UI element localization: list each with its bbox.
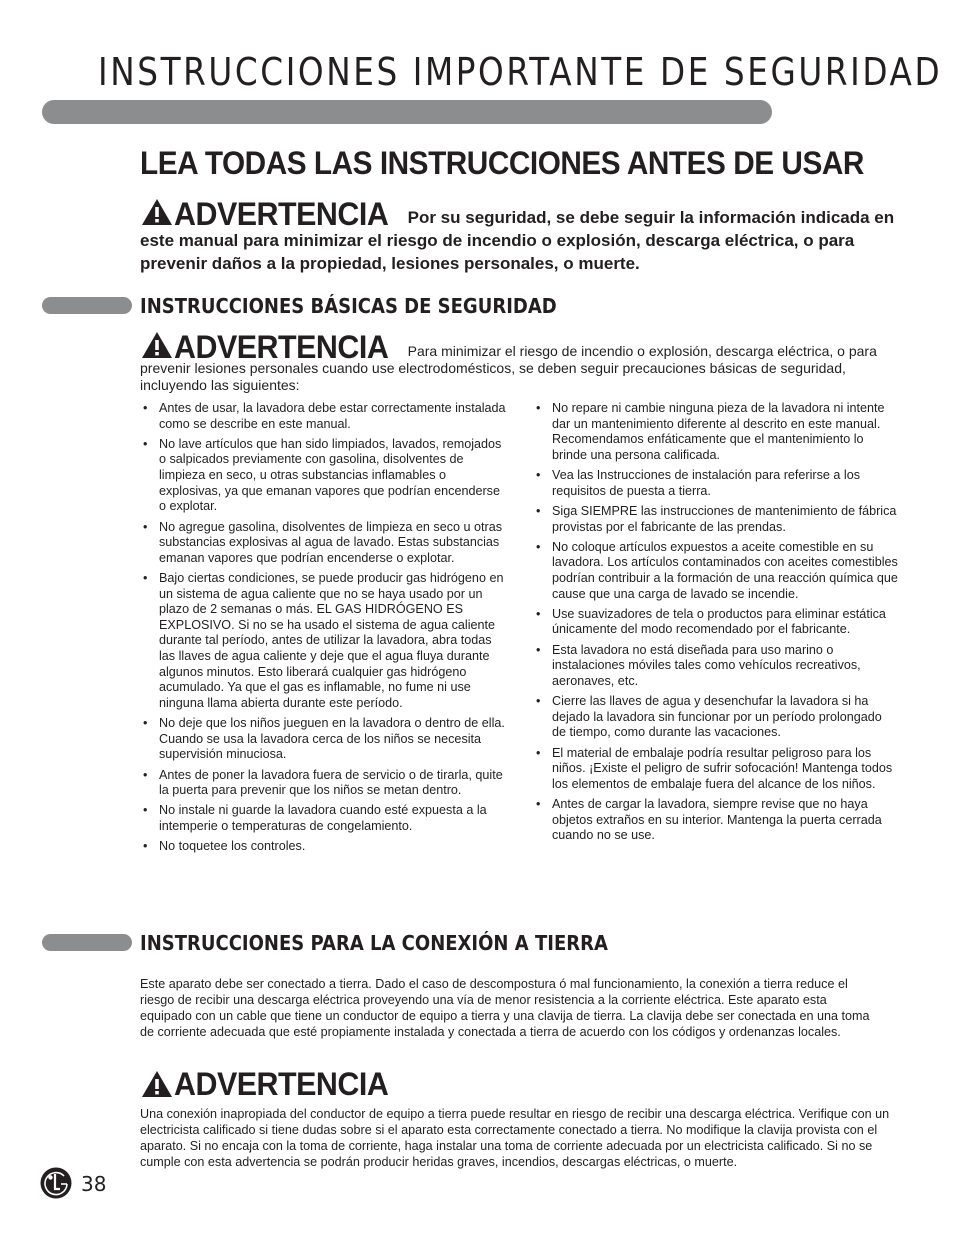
grounding-paragraph: Este aparato debe ser conectado a tierra. Dado el caso de descompostura ó mal funcionamiento, la conexión a tierra reduce el riesgo de recibir una descarga eléctrica proveyendo una vía de menor resistencia a la corriente eléctrica. Este aparato esta equipado con un cable que tiene un conductor de equipo a tierra y una clavija de tierra. La clavija debe ser conectada en una toma de corriente adecuada que esté propiamente instalada y conectada a tierra de acuerdo con los códigos y ordenanzas locales. [140,977,870,1039]
section-heading-ground: INSTRUCCIONES PARA LA CONEXIÓN A TIERRA [140,931,608,955]
warning-basic-text: Para minimizar el riesgo de incendio o explosión, descarga eléctrica, o para prevenir lesiones personales cuando use electrodomésticos, se deben seguir precauciones básicas de seguridad, incluyendo las siguientes: [140,343,877,393]
lg-logo-icon [40,1167,72,1199]
warning-ground-emphasis: Si no se cumple con esta advertencia se podrán producir heridas graves, incendios, descargas eléctricas, o muerte. [140,1139,873,1169]
list-item: • No instale ni guarde la lavadora cuando esté expuesta a la intemperie o temperaturas de congelamiento. [141,803,506,834]
warning-intro [140,197,900,275]
list-item: • No lave artículos que han sido limpiados, lavados, remojados o salpicados previamente con gasolina, disolventes de limpieza en seco, u otras substancias inflamables o explosivas, ya que emanan vapores que podrían encenderse o explotar. [141,437,506,515]
list-item: • Cierre las llaves de agua y desenchufar la lavadora si ha dejado la lavadora sin funcionar por un período prolongado de tiempo, como durante las vacaciones. [534,694,899,741]
list-item: • No agregue gasolina, disolventes de limpieza en seco u otras substancias explosivas al agua de lavado. Estas substancias emanan vapores que podrían encenderse o explotar. [141,520,506,567]
section-pill [42,297,132,314]
list-item: • Bajo ciertas condiciones, se puede producir gas hidrógeno en un sistema de agua caliente que no se haya usado por un plazo de 2 semanas o más. EL GAS HIDRÓGENO ES EXPLOSIVO. Si no se ha usado el sistema de agua caliente durante tal período, antes de utilizar la lavadora, abra todas las llaves de agua caliente y deje que el agua fluya durante algunos minutos. Esto liberará cualquier gas hidrógeno acumulado. Ya que el gas es inflamable, no fume ni use ninguna llama abierta durante este período. [141,571,506,711]
main-heading: LEA TODAS LAS INSTRUCCIONES ANTES DE USAR [140,145,864,181]
warning-ground-text [140,1106,900,1170]
warning-word: ADVERTENCIA [174,1066,389,1102]
warning-triangle-icon [140,330,174,360]
list-item: • Siga SIEMPRE las instrucciones de mantenimiento de fábrica provistas por el fabricante de las prendas. [534,504,899,535]
warning-ground-body: Una conexión inapropiada del conductor de equipo a tierra puede resultar en riesgo de recibir una descarga eléctrica. Verifique con un electricista calificado si tiene dudas sobre si el aparato esta correctamente conectado a tierra. No modifique la clavija provista con el aparato. Si no encaja con la toma de corriente, haga instalar una toma de corriente adecuada por un electricista calificado. [140,1107,890,1153]
page-title: INSTRUCCIONES IMPORTANTE DE SEGURIDAD [98,50,943,94]
warning-ground [140,1066,400,1103]
warning-basic [140,330,895,394]
section-heading-basic: INSTRUCCIONES BÁSICAS DE SEGURIDAD [140,294,557,318]
page-number: 38 [81,1172,107,1196]
list-item: • Use suavizadores de tela o productos para eliminar estática únicamente del modo recomendado por el fabricante. [534,607,899,638]
warning-intro-text: Por su seguridad, se debe seguir la información indicada en este manual para minimizar el riesgo de incendio o explosión, descarga eléctrica, o para prevenir daños a la propiedad, lesiones personales, o muerte. [140,208,895,273]
warning-triangle-icon [140,1069,174,1099]
list-item: • Vea las Instrucciones de instalación para referirse a los requisitos de puesta a tierra. [534,468,899,499]
warning-word: ADVERTENCIA [174,196,389,232]
warning-word: ADVERTENCIA [174,329,389,365]
list-item: • Antes de usar, la lavadora debe estar correctamente instalada como se describe en este manual. [141,401,506,432]
list-item: • No toquetee los controles. [141,839,506,855]
list-item: • Esta lavadora no está diseñada para uso marino o instalaciones móviles tales como vehículos recreativos, aeronaves, etc. [534,643,899,690]
list-item: • No deje que los niños jueguen en la lavadora o dentro de ella. Cuando se usa la lavadora cerca de los niños se necesita supervisión minuciosa. [141,716,506,763]
safety-list-right [534,401,899,849]
list-item: • Antes de poner la lavadora fuera de servicio o de tirarla, quite la puerta para prevenir que los niños se metan dentro. [141,768,506,799]
list-item: • No coloque artículos expuestos a aceite comestible en su lavadora. Los artículos contaminados con aceites comestibles podrían contribuir a la formación de una reacción química que cause que una carga de lavado se incendie. [534,540,899,602]
warning-triangle-icon [140,197,174,227]
title-divider-bar [42,100,772,124]
safety-list-left [141,401,506,860]
list-item: • Antes de cargar la lavadora, siempre revise que no haya objetos extraños en su interior. Mantenga la puerta cerrada cuando no se use. [534,797,899,844]
list-item: • El material de embalaje podría resultar peligroso para los niños. ¡Existe el peligro de sufrir sofocación! Mantenga todos los elementos de embalaje fuera del alcance de los niños. [534,746,899,793]
section-pill [42,934,132,951]
list-item: • No repare ni cambie ninguna pieza de la lavadora ni intente dar un mantenimiento diferente al descrito en este manual. Recomendamos enfáticamente que el mantenimiento lo brinde una persona calificada. [534,401,899,463]
